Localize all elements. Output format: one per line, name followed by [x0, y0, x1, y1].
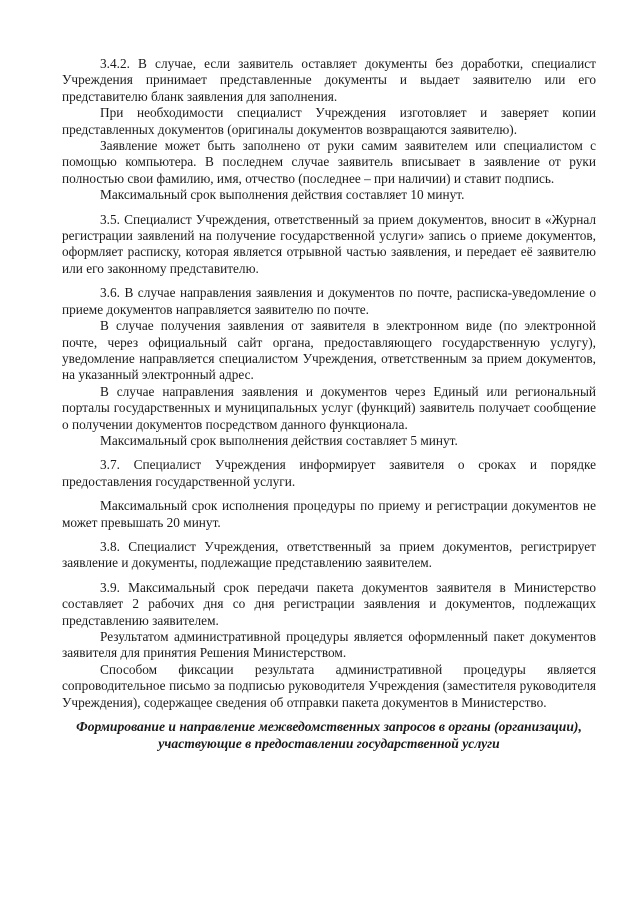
paragraph-max-time-20: Максимальный срок исполнения процедуры по приему и регистрации документов не может превышать 20 минут.	[62, 498, 596, 530]
paragraph-max-time-5: Максимальный срок выполнения действия составляет 5 минут.	[100, 432, 458, 448]
paragraph-fill-form: Заявление может быть заполнено от руки самим заявителем или специалистом с помощью компьютера. В последнем случае заявитель вписывает в заявление от руки полностью свои фамилию, имя, отчество (последнее – при наличии) и ставит подпись.	[62, 138, 596, 186]
section-heading: Формирование и направление межведомственных запросов в органы (организации), участвующие в предоставлении государственной услуги	[76, 719, 582, 751]
paragraph-electronic: В случае получения заявления от заявителя в электронном виде (по электронной почте, через официальный сайт органа, предоставляющего государственную услугу), уведомление направляется специалистом Учреждения, ответственным за прием документов, на указанный электронный адрес.	[62, 318, 596, 383]
document-page	[62, 56, 596, 752]
paragraph-fixation: Способом фиксации результата административной процедуры является сопроводительное письмо за подписью руководителя Учреждения (заместителя руководителя Учреждения), содержащее сведения об отправки пакета документов в Министерство.	[62, 661, 596, 710]
paragraph-copies: При необходимости специалист Учреждения изготовляет и заверяет копии представленных документов (оригиналы документов возвращаются заявителю).	[62, 105, 596, 137]
paragraph-3-4-2: 3.4.2. В случае, если заявитель оставляет документы без доработки, специалист Учреждения принимает представленные документы и выдает заявителю или его представителю бланк заявления для заполнения.	[62, 56, 596, 104]
paragraph-3-7: 3.7. Специалист Учреждения информирует заявителя о сроках и порядке предоставления государственной услуги.	[62, 457, 596, 489]
paragraph-max-time-10: Максимальный срок выполнения действия составляет 10 минут.	[100, 187, 465, 203]
paragraph-result: Результатом административной процедуры является оформленный пакет документов заявителя для принятия Решения Министерством.	[62, 629, 596, 661]
paragraph-3-9: 3.9. Максимальный срок передачи пакета документов заявителя в Министерство составляет 2 рабочих дня со дня регистрации заявления и документов, подлежащих представлению заявителем.	[62, 579, 596, 628]
paragraph-3-6: 3.6. В случае направления заявления и документов по почте, расписка-уведомление о приеме документов направляется заявителю по почте.	[62, 285, 596, 317]
paragraph-3-5: 3.5. Специалист Учреждения, ответственный за прием документов, вносит в «Журнал регистрации заявлений на получение государственной услуги» запись о приеме документов, оформляет расписку, которая является отрывной частью заявления, и передает её заявителю или его законному представителю.	[62, 211, 596, 276]
paragraph-portal: В случае направления заявления и документов через Единый или региональный порталы государственных и муниципальных услуг (функций) заявитель получает сообщение о получении документов посредством данного функционала.	[62, 383, 596, 432]
paragraph-3-8: 3.8. Специалист Учреждения, ответственный за прием документов, регистрирует заявление и документы, подлежащие представлению заявителем.	[62, 538, 596, 571]
